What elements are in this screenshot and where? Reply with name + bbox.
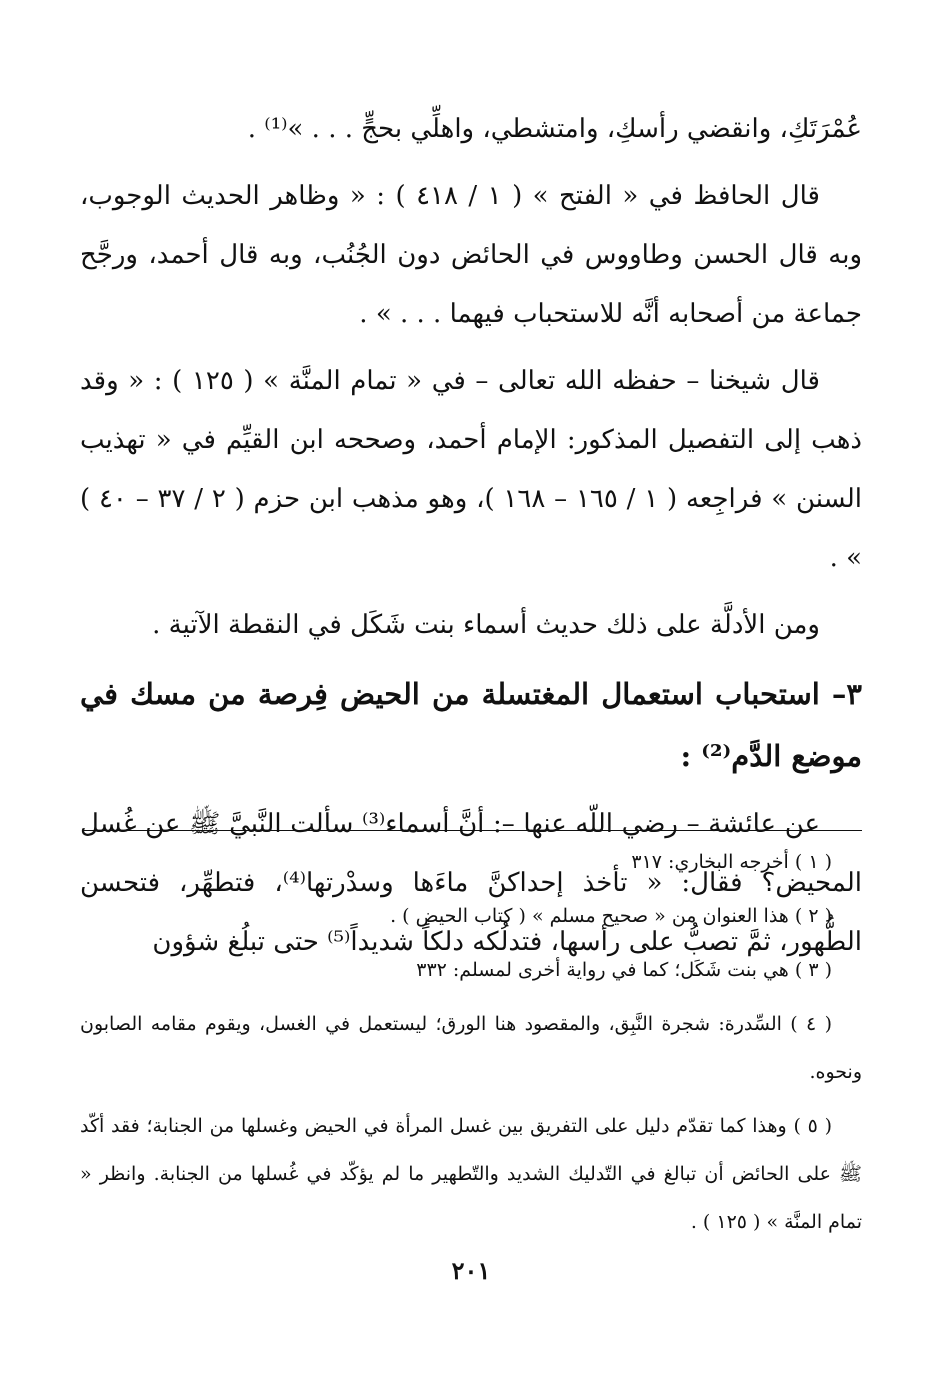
paragraph-evidence: ومن الأدلَّة على ذلك حديث أسماء بنت شَكَل في النقطة الآتية . (152, 610, 820, 640)
paragraph-aisha-hadith: عن عائشة – رضي اللّه عنها –: أنَّ أسماء⁽³⁾ سألت النَّبيَّ ﷺ عن غُسل المحيض؟ فقال: « تأخذ إحداكنَّ ماءَها وسدْرتها⁽⁴⁾، فتطهِّر، فتحسن الطُّهور، ثمَّ تصبُّ على رأسها، فتدلُكه دلكاً شديداً⁽⁵⁾ حتى تبلُغ شؤون (80, 809, 862, 957)
footnotes (80, 838, 862, 1252)
paragraph-hadith-end: عُمْرَتَكِ، وانقضي رأسكِ، وامتشطي، واهلِّي بحجٍّ . . . »⁽¹⁾ . (247, 114, 862, 144)
section-heading: ٣– استحباب استعمال المغتسلة من الحيض فِرصة من مسك في موضع الدَّم⁽²⁾ : (80, 677, 862, 773)
page-number: ٢٠١ (451, 1256, 491, 1285)
footnote-divider (82, 830, 862, 831)
paragraph-tamam-quote: قال شيخنا – حفظه الله تعالى – في « تمام المنَّة » ( ١٢٥ ) : « وقد ذهب إلى التفصيل المذكور: الإمام أحمد، وصححه ابن القيِّم في « تهذيب السنن » فراجِعه ( ١ / ١٦٥ – ١٦٨ )، وهو مذهب ابن حزم ( ٢ / ٣٧ – ٤٠ ) » . (80, 366, 862, 573)
footnote-4: ( ٤ ) السِّدرة: شجرة النَّبِق، والمقصود هنا الورق؛ ليستعمل في الغسل، ويقوم مقامه الصابون ونحوه. (80, 1013, 862, 1083)
footnote-5: ( ٥ ) وهذا كما تقدّم دليل على التفريق بين غسل المرأة في الحيض وغسلها من الجنابة؛ فقد أكّد ﷺ على الحائض أن تبالغ في التّدليك الشديد والتّطهير ما لم يؤكّد في غُسلها من الجنابة. وانظر « تمام المنَّة » ( ١٢٥ ) . (80, 1115, 862, 1233)
footnote-2: ( ٢ ) هذا العنوان من « صحيح مسلم » ( كتاب الحيض ) . (390, 905, 832, 927)
footnote-1: ( ١ ) أخرجه البخاري: ٣١٧ (631, 851, 832, 873)
footnote-3: ( ٣ ) هي بنت شَكَل؛ كما في رواية أخرى لمسلم: ٣٣٢ (416, 959, 832, 981)
paragraph-fath-quote: قال الحافظ في « الفتح » ( ١ / ٤١٨ ) : « وظاهر الحديث الوجوب، وبه قال الحسن وطاووس في الحائض دون الجُنُب، وبه قال أحمد، ورجَّح جماعة من أصحابه أنَّه للاستحباب فيهما . . . » . (80, 181, 862, 329)
